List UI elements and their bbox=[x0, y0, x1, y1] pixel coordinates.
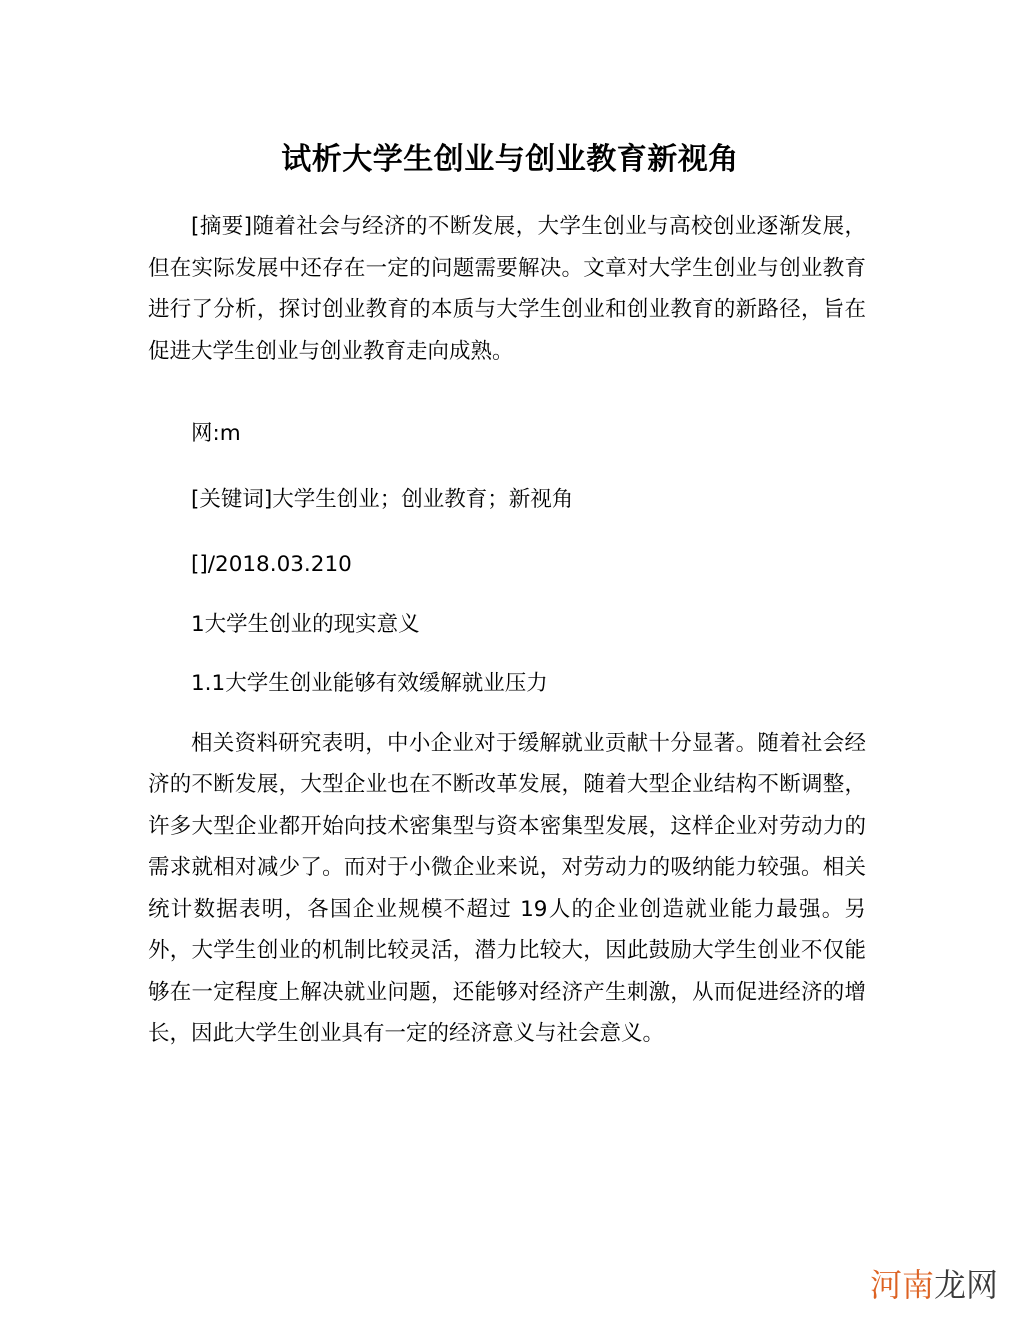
spacer bbox=[148, 645, 866, 663]
source-line: 网:m bbox=[191, 421, 241, 446]
subsection-heading: 1.1大学生创业能够有效缓解就业压力 bbox=[191, 671, 548, 696]
page-title: 试析大学生创业与创业教育新视角 bbox=[281, 142, 739, 177]
spacer bbox=[148, 455, 866, 479]
site-watermark bbox=[870, 1266, 998, 1304]
spacer bbox=[148, 520, 866, 544]
document-body bbox=[148, 206, 866, 1055]
watermark-primary-text: 河南 bbox=[869, 1266, 934, 1304]
body-paragraph: 相关资料研究表明，中小企业对于缓解就业贡献十分显著。随着社会经济的不断发展，大型企业也在不断改革发展，随着大型企业结构不断调整，许多大型企业都开始向技术密集型与资本密集型发展，这样企业对劳动力的需求就相对减少了。而对于小微企业来说，对劳动力的吸纳能力较强。相关统计数据表明，各国企业规模不超过 19人的企业创造就业能力最强。另外，大学生创业的机制比较灵活，潜力比较大，因此鼓励大学生创业不仅能够在一定程度上解决就业问题，还能够对经济产生刺激，从而促进经济的增长，因此大学生创业具有一定的经济意义与社会意义。 bbox=[148, 730, 866, 1046]
section-heading: 1大学生创业的现实意义 bbox=[191, 611, 420, 637]
abstract-paragraph: [摘要]随着社会与经济的不断发展，大学生创业与高校创业逐渐发展，但在实际发展中还存在一定的问题需要解决。文章对大学生创业与创业教育进行了分析，探讨创业教育的本质与大学生创业和创业教育的新路径，旨在促进大学生创业与创业教育走向成熟。 bbox=[148, 214, 866, 364]
spacer bbox=[148, 586, 866, 604]
watermark-secondary-text: 龙网 bbox=[933, 1266, 998, 1304]
spacer bbox=[148, 705, 866, 723]
spacer bbox=[148, 372, 866, 413]
keywords-line: [关键词]大学生创业；创业教育；新视角 bbox=[191, 486, 574, 512]
reference-line: []/2018.03.210 bbox=[191, 552, 352, 577]
